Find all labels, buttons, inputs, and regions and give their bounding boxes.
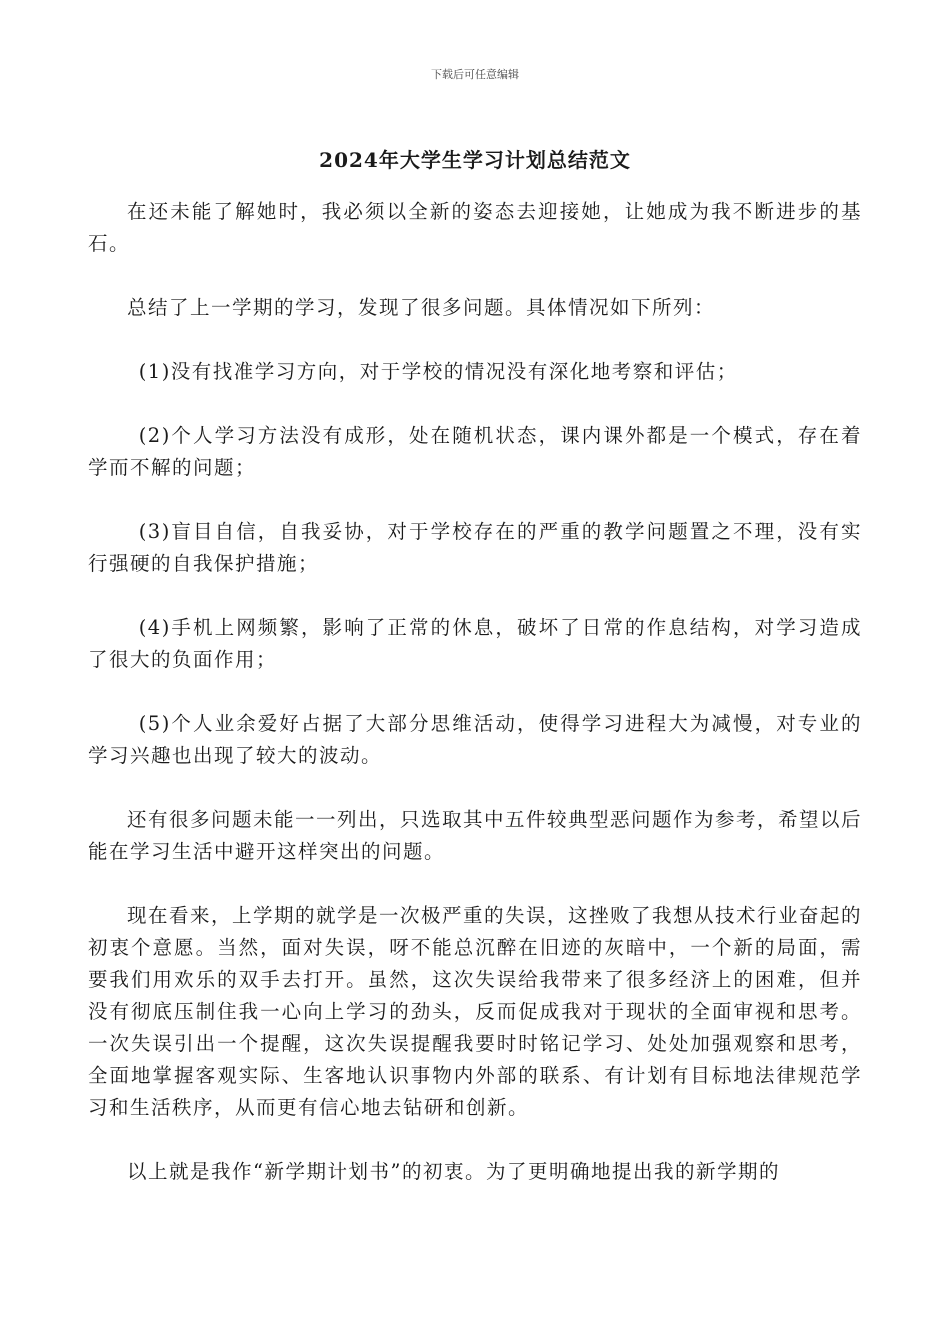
document-body [88, 196, 862, 1220]
paragraph-other-problems: 还有很多问题未能一一列出，只选取其中五件较典型恶问题作为参考，希望以后能在学习生活中避开这样突出的问题。 [88, 808, 863, 863]
document-title: 2024年大学生学习计划总结范文 [319, 148, 631, 172]
paragraph-summary: 总结了上一学期的学习，发现了很多问题。具体情况如下所列： [127, 296, 716, 319]
paragraph-intro: 在还未能了解她时，我必须以全新的姿态去迎接她，让她成为我不断进步的基石。 [88, 200, 862, 255]
header-note: 下载后可任意编辑 [431, 68, 519, 81]
paragraph-reflection: 现在看来，上学期的就学是一次极严重的失误，这挫败了我想从技术行业奋起的初衷个意愿。当然，面对失误，呀不能总沉醉在旧迹的灰暗中，一个新的局面，需要我们用欢乐的双手去打开。虽然，这次失误给我带来了很多经济上的困难，但并没有彻底压制住我一心向上学习的劲头，反而促成我对于现状的全面审视和思考。一次失误引出一个提醒，这次失误提醒我要时时铭记学习、处处加强观察和思考，全面地掌握客观实际、生客地认识事物内外部的联系、有计划有目标地法律规范学习和生活秩序，从而更有信心地去钻研和创新。 [88, 904, 863, 1119]
paragraph-item-5: (5)个人业余爱好占据了大部分思维活动，使得学习进程大为减慢，对专业的学习兴趣也出现了较大的波动。 [88, 712, 862, 767]
paragraph-item-1: (1)没有找准学习方向，对于学校的情况没有深化地考察和评估； [138, 360, 738, 383]
paragraph-conclusion: 以上就是我作“新学期计划书”的初衷。为了更明确地提出我的新学期的 [127, 1160, 780, 1183]
paragraph-item-2: (2)个人学习方法没有成形，处在随机状态，课内课外都是一个模式，存在着学而不解的问题； [88, 424, 862, 479]
paragraph-item-4: (4)手机上网频繁，影响了正常的休息，破坏了日常的作息结构，对学习造成了很大的负面作用； [88, 616, 862, 671]
paragraph-item-3: (3)盲目自信，自我妥协，对于学校存在的严重的教学问题置之不理，没有实行强硬的自我保护措施； [88, 520, 862, 575]
